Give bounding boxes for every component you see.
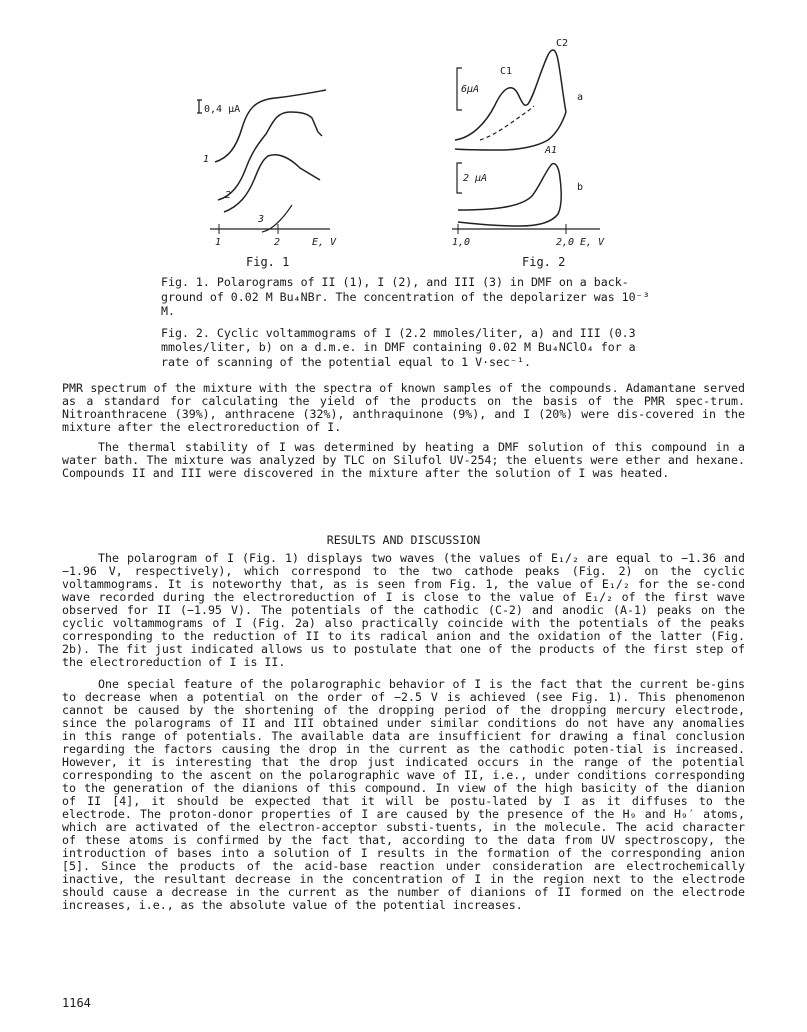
paragraph: PMR spectrum of the mixture with the spectra of known samples of the compounds. Adamantane served as a standard for calculating the yield of the products on the basis of the PMR spec-trum. Nitroanthracene (39%), anthracene (32%), anthraquinone (9%), and I (20%) were dis-covered in the mixture after the electroreduction of I. [62, 381, 745, 434]
fig2-peak-label-c1: C1 [500, 66, 513, 77]
figure-2-cyclic-voltammograms [0, 0, 807, 260]
body-text-top [62, 382, 745, 480]
fig2-tick-ev: E, V [580, 237, 605, 248]
fig2a-dashed-scan [480, 106, 534, 140]
paragraph: The thermal stability of I was determined by heating a DMF solution of this compound in a water bath. The mixture was analyzed by TLC on Silufol UV-254; the eluents were ether and hexane. Compounds II and III were discovered in the mixture after the solution of I was heated. [62, 440, 745, 480]
fig2b-scale-label: 2 μA [463, 173, 488, 184]
fig2-tick-1: 1,0 [452, 237, 471, 248]
body-text-results [62, 552, 745, 912]
fig2-panel-label-b: b [577, 182, 584, 193]
page-number: 1164 [62, 996, 91, 1010]
fig1-curve-label-2: 2 [225, 190, 232, 201]
fig1-tick-2: 2 [274, 237, 281, 248]
fig2-label: Fig. 2 [522, 255, 566, 269]
paragraph: The polarogram of I (Fig. 1) displays two waves (the values of E₁/₂ are equal to −1.36 and −1.96 V, respectively), which correspond to the two cathode peaks (Fig. 2) on the cyclic voltammograms. It is noteworthy that, as is seen from Fig. 1, the value of E₁/₂ for the se-cond wave recorded during the electroreduction of I is close to the value of E₁/₂ of the first wave observed for II (−1.95 V). The potentials of the cathodic (C-2) and anodic (A-1) peaks on the cyclic voltammograms of I (Fig. 2a) also practically coincide with the potentials of the peaks corresponding to the reduction of II to its radical anion and the oxidation of the latter (Fig. 2b). The fit just indicated allows us to postulate that one of the products of the first step of the electroreduction of I is II. [62, 551, 745, 669]
fig2-tick-2: 2,0 [556, 237, 575, 248]
fig2b-scale-bar [457, 163, 462, 193]
fig1-curve-label-3: 3 [258, 214, 265, 225]
fig2-panel-label-a: a [577, 92, 584, 103]
fig2-peak-label-c2: C2 [556, 38, 569, 49]
fig1-tick-1: 1 [215, 237, 222, 248]
fig2-peak-label-a1: A1 [545, 145, 558, 156]
paragraph: One special feature of the polarographic behavior of I is the fact that the current be-gins to decrease when a potential on the order of −2.5 V is achieved (see Fig. 1). This phenomenon cannot be caused by the shortening of the dropping period of the dropping mercury electrode, since the polarograms of II and III obtained under similar conditions do not have any anomalies in this range of potentials. The available data are insufficient for drawing a final conclusion regarding the factors causing the drop in the current as the cathodic poten-tial is increased. However, it is interesting that the drop just indicated occurs in the range of the potential corresponding to the ascent on the polarographic wave of II, i.e., under conditions corresponding to the generation of the dianions of this compound. In view of the high basicity of the dianion of II [4], it should be expected that it will be postu-lated by I as it diffuses to the electrode. The proton-donor properties of I are caused by the presence of the H₉ and H₉′ atoms, which are activated of the electron-acceptor substi-tuents, in the molecule. The acid character of these atoms is confirmed by the fact that, according to the data from UV spectroscopy, the introduction of bases into a solution of I results in the formation of the corresponding anion [5]. Since the products of the acid-base reaction under consideration are electrochemically inactive, the resultant decrease in the concentration of I in the region next to the electrode should cause a decrease in the current as the number of dianions of II formed on the electrode increases, i.e., as the absolute value of the potential increases. [62, 677, 745, 912]
fig2a-scale-label: 6μA [461, 84, 480, 95]
fig1-label: Fig. 1 [246, 255, 290, 269]
figure-captions [161, 275, 661, 376]
section-heading: RESULTS AND DISCUSSION [326, 533, 481, 547]
fig1-tick-ev: E, V [312, 237, 337, 248]
fig2-caption: Fig. 2. Cyclic voltammograms of I (2.2 mmoles/liter, a) and III (0.3 mmoles/liter, b) on a d.m.e. in DMF containing 0.02 M Bu₄NClO₄ for a rate of scanning of the potential equal to 1 V·sec⁻¹. [161, 325, 636, 369]
fig1-caption: Fig. 1. Polarograms of II (1), I (2), and III (3) in DMF on a back-ground of 0.02 M Bu₄NBr. The concentration of the depolarizer was 10⁻³ M. [161, 275, 650, 318]
fig1-curve-label-1: 1 [203, 154, 210, 165]
fig1-scale-label: 0,4 μA [204, 104, 241, 115]
